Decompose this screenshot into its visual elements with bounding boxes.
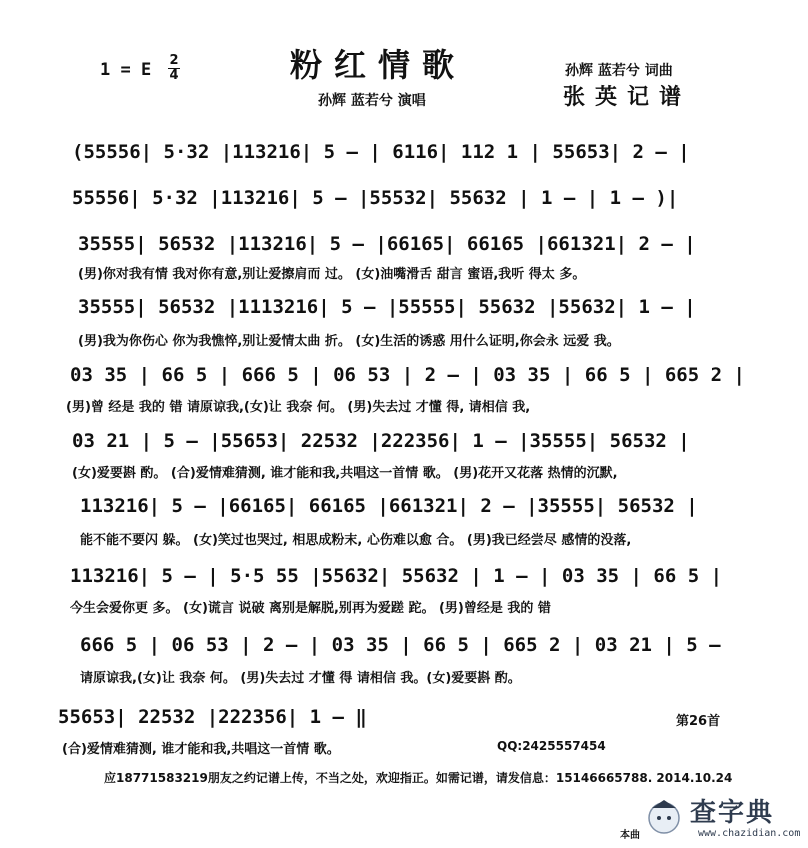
logo-url: www.chazidian.com bbox=[698, 828, 801, 839]
score-notes-10: 55653| 22532 |222356| 1 – ‖ bbox=[58, 706, 367, 728]
score-notes-2: 55556| 5·32 |113216| 5 – |55532| 55632 | 1 – | 1 – )| bbox=[72, 187, 679, 209]
score-notes-8: 113216| 5 – | 5·5 55 |55632| 55632 | 1 – | 03 35 | 66 5 | bbox=[70, 565, 723, 587]
score-notes-1: (55556| 5·32 |113216| 5 – | 6116| 112 1 | 55653| 2 – | bbox=[72, 141, 690, 163]
logo-text: 查字典 bbox=[690, 798, 775, 828]
score-notes-5: 03 35 | 66 5 | 666 5 | 06 53 | 2 – | 03 35 | 66 5 | 665 2 | bbox=[70, 364, 745, 386]
time-denominator: 4 bbox=[169, 68, 179, 83]
score-notes-4: 35555| 56532 |1113216| 5 – |55555| 55632 |55632| 1 – | bbox=[78, 296, 696, 318]
score-notes-7: 113216| 5 – |66165| 66165 |661321| 2 – |35555| 56532 | bbox=[80, 495, 698, 517]
transcriber: 张英记谱 bbox=[563, 85, 692, 110]
key-signature: 1 = E bbox=[100, 60, 152, 80]
score-lyrics-5: (男)曾 经是 我的 错 请原谅我,(女)让 我奈 何。 (男)失去过 才懂 得, 请相信 我, bbox=[66, 400, 531, 415]
time-numerator: 2 bbox=[169, 53, 179, 68]
lyricist-composer: 孙辉 蓝若兮 词曲 bbox=[565, 63, 673, 79]
footer-note: 应18771583219朋友之约记谱上传，不当之处，欢迎指正。如需记谱，请发信息：15146665788. 2014.10.24 bbox=[104, 771, 733, 785]
score-lyrics-4: (男)我为你伤心 你为我憔悴,别让爱情太曲 折。 (女)生活的诱惑 用什么证明,你会永 远爱 我。 bbox=[78, 334, 620, 349]
score-lyrics-7: 能不能不要闪 躲。 (女)笑过也哭过, 相思成粉末, 心伤难以愈 合。 (男)我已经尝尽 感情的没落, bbox=[80, 533, 632, 548]
score-lyrics-9: 请原谅我,(女)让 我奈 何。 (男)失去过 才懂 得 请相信 我。(女)爱要斟 酌。 bbox=[80, 671, 521, 686]
score-lyrics-3: (男)你对我有情 我对你有意,别让爱擦肩而 过。 (女)油嘴滑舌 甜言 蜜语,我听 得太 多。 bbox=[78, 267, 586, 282]
score-notes-9: 666 5 | 06 53 | 2 – | 03 35 | 66 5 | 665 2 | 03 21 | 5 – bbox=[80, 634, 721, 656]
score-lyrics-6: (女)爱要斟 酌。 (合)爱情难猜测, 谁才能和我,共唱这一首情 歌。 (男)花开又花落 热情的沉默, bbox=[72, 466, 618, 481]
score-lyrics-10: (合)爱情难猜测, 谁才能和我,共唱这一首情 歌。 bbox=[62, 742, 340, 757]
footer-tail: 本曲 bbox=[620, 830, 640, 841]
score-notes-3: 35555| 56532 |113216| 5 – |66165| 66165 |661321| 2 – | bbox=[78, 233, 696, 255]
qq-number: QQ:2425557454 bbox=[497, 739, 606, 753]
page-number: 第26首 bbox=[676, 714, 721, 729]
score-lyrics-8: 今生会爱你更 多。 (女)谎言 说破 离别是解脱,别再为爱蹉 跎。 (男)曾经是 我的 错 bbox=[70, 601, 551, 616]
song-title: 粉红情歌 bbox=[290, 46, 467, 84]
time-signature bbox=[168, 54, 180, 83]
score-notes-6: 03 21 | 5 – |55653| 22532 |222356| 1 – |35555| 56532 | bbox=[72, 430, 690, 452]
singers: 孙辉 蓝若兮 演唱 bbox=[318, 93, 426, 109]
